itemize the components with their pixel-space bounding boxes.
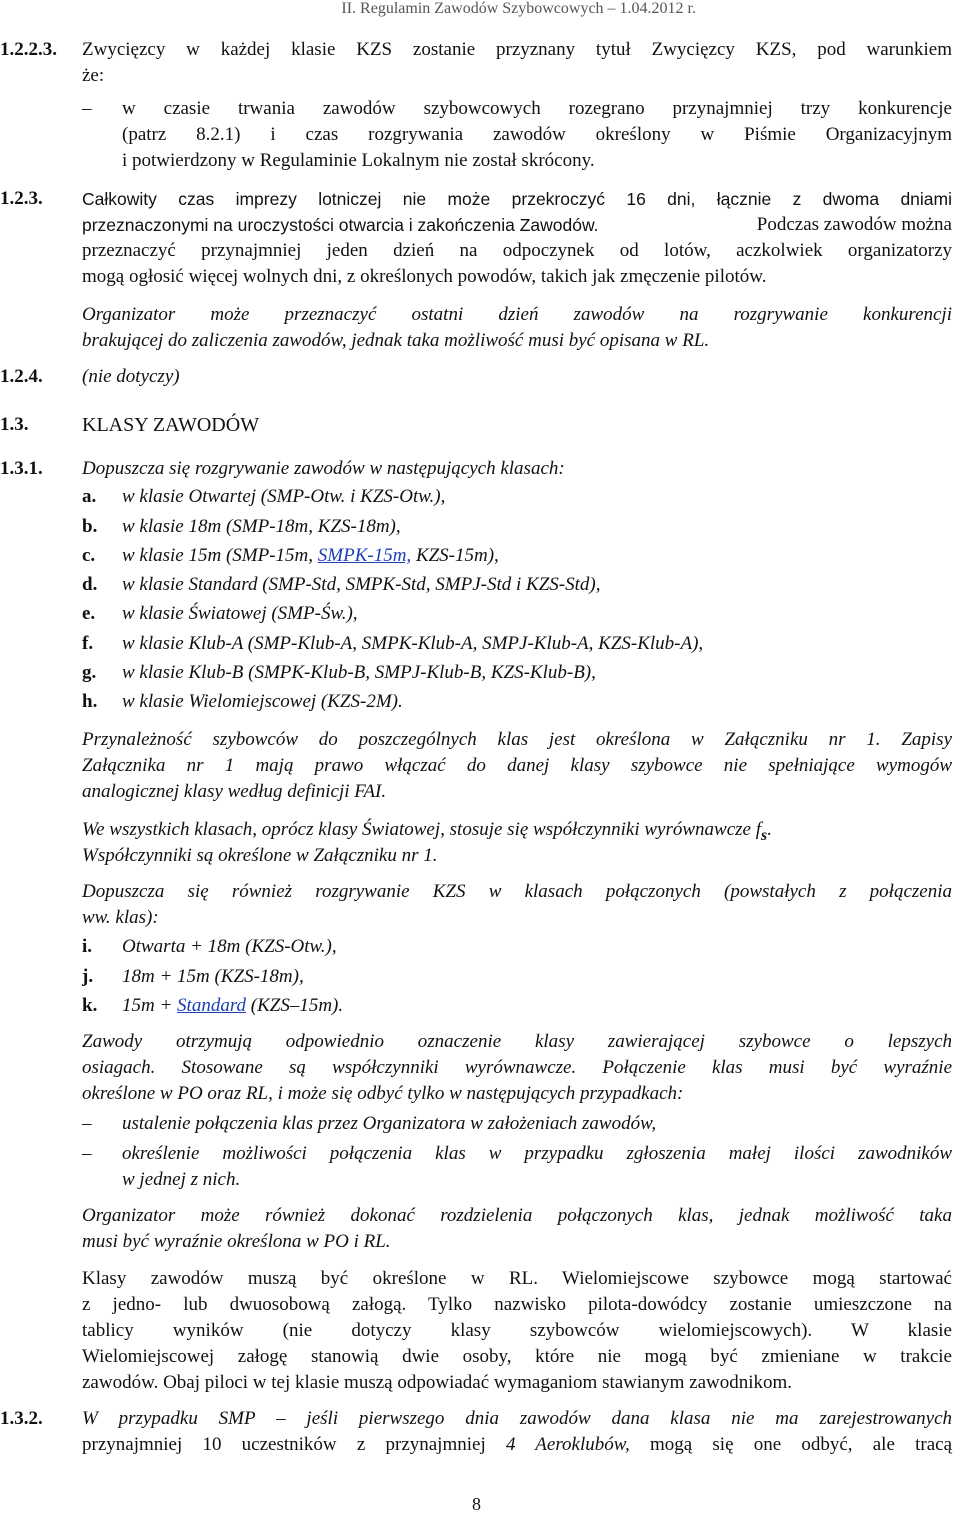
list-item [122, 993, 343, 1019]
list-item: w klasie Otwartej (SMP-Otw. i KZS-Otw.), [122, 486, 446, 507]
text-run: przynajmniej 10 uczestników z przynajmniej [82, 1434, 506, 1455]
list-label: i. [82, 936, 93, 957]
dash-bullet: – [82, 1113, 92, 1134]
paragraph-line: Organizator może również dokonać rozdzielenia połączonych klas, jednak możliwość taka [82, 1205, 952, 1226]
paragraph-line: W przypadku SMP – jeśli pierwszego dnia zawodów dana klasa nie ma zarejestrowanych [82, 1408, 952, 1429]
text-run: mogą się one odbyć, ale tracą [629, 1434, 953, 1455]
dash-item-line: i potwierdzony w Regulaminie Lokalnym nie został skrócony. [122, 150, 595, 171]
text-run: . [767, 819, 772, 840]
dash-item-line: w czasie trwania zawodów szybowcowych rozegrano przynajmniej trzy konkurencje [122, 98, 952, 119]
paragraph-line: Organizator może przeznaczyć ostatni dzień zawodów na rozgrywanie konkurencji [82, 304, 952, 325]
page-number: 8 [472, 1494, 481, 1514]
paragraph-line: Dopuszcza się rozgrywanie zawodów w następujących klasach: [82, 458, 565, 479]
paragraph-line: przeznaczyć przynajmniej jeden dzień na odpoczynek od lotów, aczkolwiek organizatorzy [82, 240, 952, 261]
list-item [122, 543, 499, 569]
list-label: e. [82, 603, 96, 624]
list-label: b. [82, 516, 98, 537]
paragraph-line [82, 1432, 952, 1458]
text-run: We wszystkich klasach, oprócz klasy Światowej, stosuje się współczynniki wyrównawcze f [82, 819, 762, 840]
list-item: Otwarta + 18m (KZS-Otw.), [122, 936, 337, 957]
paragraph-line: Załącznika nr 1 mają prawo włączać do danej klasy szybowce nie spełniające wymogów [82, 755, 952, 776]
list-item: w klasie 18m (SMP-18m, KZS-18m), [122, 516, 401, 537]
list-item: w klasie Standard (SMP-Std, SMPK-Std, SMPJ-Std i KZS-Std), [122, 574, 601, 595]
paragraph-line: brakującej do zaliczenia zawodów, jednak taka możliwość musi być opisana w RL. [82, 330, 710, 351]
paragraph-line: Całkowity czas imprezy lotniczej nie może przekroczyć 16 dni, łącznie z dwoma dniami [82, 189, 952, 209]
paragraph-line: Dopuszcza się również rozgrywanie KZS w klasach połączonych (powstałych z połączenia [82, 881, 952, 902]
text-run: KZS-15m), [411, 545, 499, 566]
section-number-1-2-2-3: 1.2.2.3. [0, 39, 57, 60]
list-label: g. [82, 662, 97, 683]
dash-bullet: – [82, 1143, 92, 1164]
paragraph-line: z jedno- lub dwuosobową załogą. Tylko nazwisko pilota-dowódcy zostanie umieszczone na [82, 1294, 952, 1315]
paragraph-line: analogicznej klasy według definicji FAI. [82, 781, 387, 802]
list-item: 18m + 15m (KZS-18m), [122, 966, 304, 987]
paragraph-line [82, 212, 952, 239]
dash-item-line: ustalenie połączenia klas przez Organizatora w założeniach zawodów, [122, 1113, 657, 1134]
text-run: (KZS–15m). [246, 995, 344, 1016]
text-run: 4 Aeroklubów, [505, 1434, 630, 1455]
text-run: w klasie 15m (SMP-15m, [122, 545, 318, 566]
section-number-1-3-1: 1.3.1. [0, 458, 43, 479]
list-item: w klasie Klub-A (SMP-Klub-A, SMPK-Klub-A, SMPJ-Klub-A, KZS-Klub-A), [122, 633, 704, 654]
paragraph-line: Współczynniki są określone w Załączniku nr 1. [82, 845, 438, 866]
section-text: (nie dotyczy) [82, 366, 180, 387]
paragraph-line: określone w PO oraz RL, i może się odbyć tylko w następujących przypadkach: [82, 1083, 684, 1104]
text-run: Podczas zawodów można [756, 214, 952, 235]
list-item: w klasie Wielomiejscowej (KZS-2M). [122, 691, 403, 712]
section-number-1-2-4: 1.2.4. [0, 366, 43, 387]
list-item: w klasie Światowej (SMP-Św.), [122, 603, 358, 624]
list-label: d. [82, 574, 98, 595]
paragraph-line: tablicy wyników (nie dotyczy klasy szybowców wielomiejscowych). W klasie [82, 1320, 952, 1341]
section-number-1-2-3: 1.2.3. [0, 188, 43, 209]
paragraph-line: że: [82, 65, 105, 86]
dash-item-line: w jednej z nich. [122, 1169, 241, 1190]
paragraph-line: musi być wyraźnie określona w PO i RL. [82, 1231, 391, 1252]
list-label: f. [82, 633, 94, 654]
dash-bullet: – [82, 98, 92, 119]
text-run: przeznaczonymi na uroczystości otwarcia i zakończenia Zawodów. [82, 215, 599, 235]
section-heading: KLASY ZAWODÓW [82, 414, 260, 436]
paragraph-line: Zwycięzcy w każdej klasie KZS zostanie przyznany tytuł Zwycięzcy KZS, pod warunkiem [82, 39, 952, 60]
paragraph-line: Przynależność szybowców do poszczególnych klas jest określona w Załączniku nr 1. Zapisy [82, 729, 952, 750]
dash-item-line: określenie możliwości połączenia klas w przypadku zgłoszenia małej ilości zawodników [122, 1143, 952, 1164]
paragraph-line: Klasy zawodów muszą być określone w RL. Wielomiejscowe szybowce mogą startować [82, 1268, 952, 1289]
list-label: a. [82, 486, 97, 507]
list-label: j. [82, 966, 94, 987]
list-label: h. [82, 691, 98, 712]
list-label: k. [82, 995, 98, 1016]
section-number-1-3: 1.3. [0, 414, 29, 435]
list-item: w klasie Klub-B (SMPK-Klub-B, SMPJ-Klub-B, KZS-Klub-B), [122, 662, 596, 683]
text-run: 15m + [122, 995, 178, 1016]
dash-item-line: (patrz 8.2.1) i czas rozgrywania zawodów określony w Piśmie Organizacyjnym [122, 124, 952, 145]
subscript: s [761, 826, 768, 844]
list-label: c. [82, 545, 96, 566]
paragraph-line: zawodów. Obaj piloci w tej klasie muszą odpowiadać wymaganiom stawianym zawodnikom. [82, 1372, 793, 1393]
paragraph-line: mogą ogłosić więcej wolnych dni, z określonych powodów, takich jak zmęczenie pilotów. [82, 266, 767, 287]
paragraph-line: osiagach. Stosowane są współczynniki wyrównawcze. Połączenie klas musi być wyraźnie [82, 1057, 952, 1078]
standard-link[interactable]: Standard [177, 995, 247, 1016]
paragraph-line: ww. klas): [82, 907, 159, 928]
paragraph-line: Zawody otrzymują odpowiednio oznaczenie klasy zawierającej szybowce o lepszych [82, 1031, 952, 1052]
section-number-1-3-2: 1.3.2. [0, 1408, 43, 1429]
running-header: II. Regulamin Zawodów Szybowcowych – 1.04.2012 r. [341, 0, 696, 17]
paragraph-line: Wielomiejscowej załogę stanowią dwie osoby, które nie mogą być zmieniane w trakcie [82, 1346, 952, 1367]
smpk-15m-link[interactable]: SMPK-15m, [317, 545, 412, 566]
